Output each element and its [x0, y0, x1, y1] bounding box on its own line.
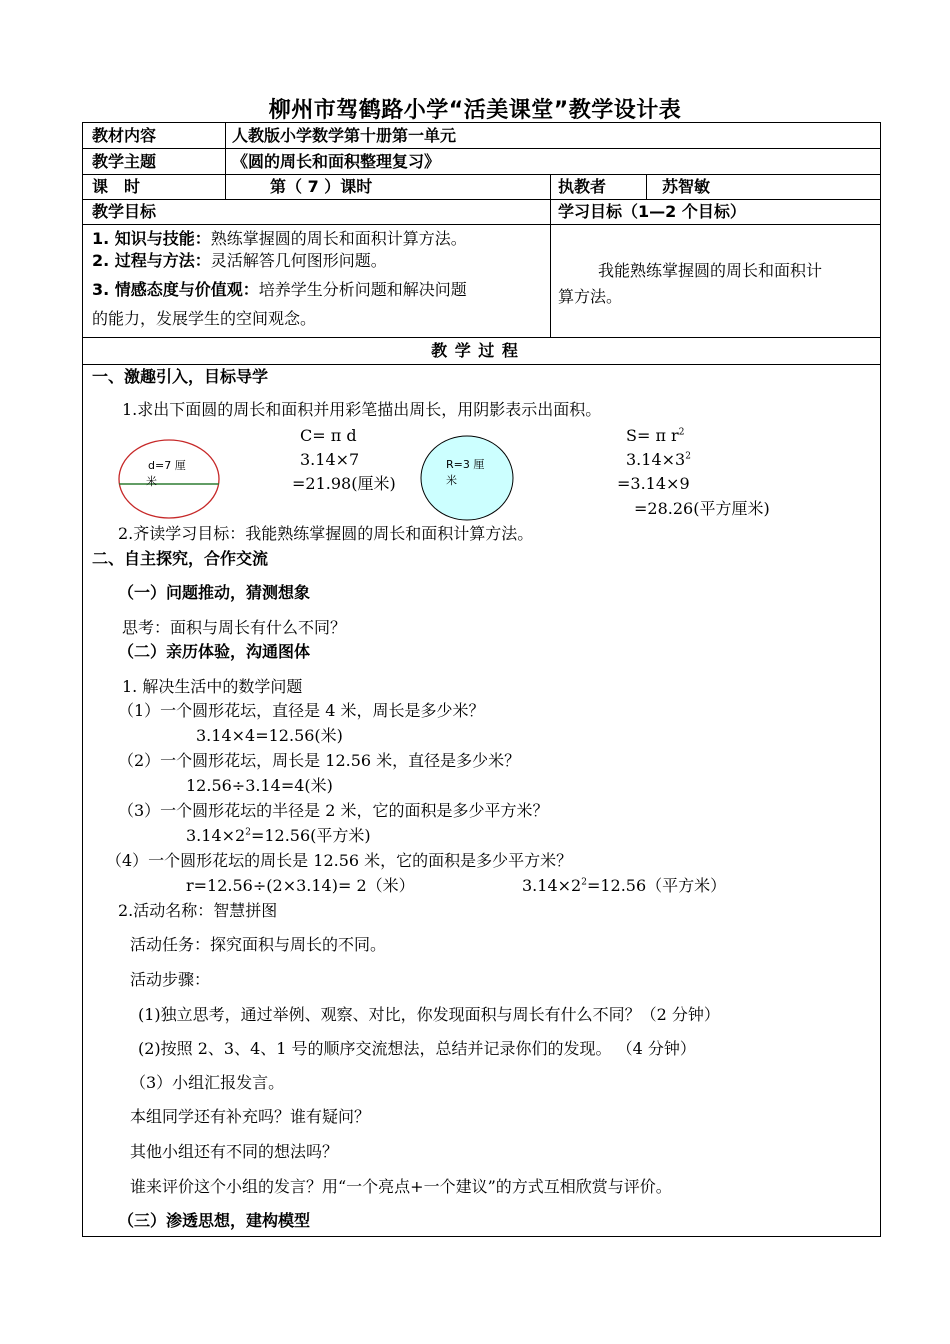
circle-1-label-b: 米: [146, 475, 157, 488]
problem-1c: （3）一个圆形花坛的半径是 2 米，它的面积是多少平方米？: [118, 801, 549, 820]
process-header: 教 学 过 程: [431, 341, 519, 360]
goals-label: 教学目标: [92, 202, 157, 221]
theme-label: 教学主题: [92, 152, 157, 171]
col-divider: [646, 174, 647, 199]
study-goal-line-1: 我能熟练掌握圆的周长和面积计: [598, 261, 823, 280]
problem-1d-answer-1: r=12.56÷(2×3.14)= 2（米）: [186, 876, 415, 895]
circumference-result: =21.98(厘米): [292, 474, 396, 493]
subsection-2-heading: （二）亲历体验，沟通图体: [118, 642, 311, 661]
problem-1c-exponent: 2: [245, 827, 251, 838]
lesson-value: 第（ 7 ）课时: [270, 177, 373, 196]
goal-3-label: 3. 情感态度与价值观：: [92, 280, 259, 299]
circle-1-label-a: d=7 厘: [148, 459, 186, 472]
subsection-1-heading: （一）问题推动，猜测想象: [118, 583, 311, 602]
area-formula-exponent: 2: [678, 427, 685, 438]
think-question: 思考：面积与周长有什么不同？: [122, 618, 347, 637]
problem-1b: （2）一个圆形花坛，周长是 12.56 米，直径是多少米？: [118, 751, 521, 770]
area-formula: [626, 426, 684, 446]
circle-radius-figure: [419, 434, 517, 522]
question-2: 2.齐读学习目标：我能熟练掌握圆的周长和面积计算方法。: [118, 524, 534, 543]
circle-2-label-a: R=3 厘: [446, 458, 485, 471]
goal-2-label: 2. 过程与方法：: [92, 251, 211, 270]
col-divider: [550, 174, 551, 337]
problem-1-title: 1. 解决生活中的数学问题: [122, 677, 303, 696]
area-formula-text: S= π r: [626, 426, 679, 445]
follow-up-1: 本组同学还有补充吗？谁有疑问？: [130, 1107, 371, 1126]
circumference-step: 3.14×7: [300, 450, 360, 469]
col-divider: [225, 122, 226, 199]
goal-1-text: 熟练掌握圆的周长和面积计算方法。: [210, 229, 467, 248]
problem-1c-answer: [186, 826, 371, 846]
area-step-1-exponent: 2: [685, 451, 691, 462]
goal-2-text: 灵活解答几何图形问题。: [210, 251, 387, 270]
problem-1d-answer-2a: 3.14×2: [522, 876, 582, 895]
row-divider: [82, 337, 881, 338]
follow-up-2: 其他小组还有不同的想法吗？: [130, 1142, 339, 1161]
section-1-heading: 一、激趣引入，目标导学: [92, 367, 269, 386]
row-divider: [82, 364, 881, 365]
problem-1c-answer-b: =12.56(平方米): [250, 826, 371, 845]
area-result: =28.26(平方厘米): [634, 499, 770, 518]
activity-name: 2.活动名称：智慧拼图: [118, 901, 278, 920]
follow-up-3: 谁来评价这个小组的发言？用“一个亮点+一个建议”的方式互相欣赏与评价。: [130, 1177, 672, 1196]
subsection-3-heading: （三）渗透思想，建构模型: [118, 1211, 311, 1230]
problem-1d: （4）一个圆形花坛的周长是 12.56 米，它的面积是多少平方米？: [106, 851, 573, 870]
problem-1d-exponent: 2: [581, 877, 587, 888]
theme-value: 《圆的周长和面积整理复习》: [232, 152, 441, 171]
row-divider: [82, 148, 881, 149]
material-label: 教材内容: [92, 126, 157, 145]
goal-2: [92, 251, 387, 271]
problem-1a: （1）一个圆形花坛，直径是 4 米，周长是多少米？: [118, 701, 485, 720]
circle-diameter-figure: [112, 436, 226, 522]
problem-1b-answer: 12.56÷3.14=4(米): [186, 776, 333, 795]
activity-steps-label: 活动步骤：: [130, 970, 211, 989]
circle-2-label-b: 米: [446, 474, 457, 487]
area-step-1-text: 3.14×3: [626, 450, 686, 469]
problem-1d-answer-2: [522, 876, 726, 896]
row-divider: [82, 224, 881, 225]
question-1: 1.求出下面圆的周长和面积并用彩笔描出周长，用阴影表示出面积。: [122, 400, 602, 419]
problem-1d-answer-2b: =12.56（平方米）: [586, 876, 727, 895]
study-goal-line-2: 算方法。: [558, 287, 623, 306]
material-value: 人教版小学数学第十册第一单元: [232, 126, 457, 145]
lesson-label: 课 时: [92, 177, 141, 196]
row-divider: [82, 174, 881, 175]
circle-diameter: [119, 440, 219, 518]
teacher-label: 执教者: [558, 177, 607, 196]
page-title: 柳州市驾鹤路小学“活美课堂”教学设计表: [268, 98, 682, 123]
activity-step-1: (1)独立思考，通过举例、观察、对比，你发现面积与周长有什么不同？（2 分钟）: [138, 1005, 720, 1024]
goal-3: [92, 280, 467, 300]
area-step-2: =3.14×9: [617, 474, 690, 493]
row-divider: [82, 199, 881, 200]
activity-step-2: (2)按照 2、3、4、1 号的顺序交流想法，总结并记录你们的发现。 （4 分钟）: [138, 1039, 696, 1058]
goal-3-continued: 的能力，发展学生的空间观念。: [92, 309, 317, 328]
circumference-formula: C= π d: [300, 426, 357, 445]
goal-3-text: 培养学生分析问题和解决问题: [258, 280, 467, 299]
circle-radius: [421, 436, 513, 520]
study-goals-label: 学习目标（1—2 个目标）: [558, 202, 746, 221]
teacher-value: 苏智敏: [662, 177, 711, 196]
activity-task: 活动任务：探究面积与周长的不同。: [130, 935, 387, 954]
activity-step-3: （3）小组汇报发言。: [130, 1073, 285, 1092]
goal-1-label: 1. 知识与技能：: [92, 229, 211, 248]
problem-1c-answer-a: 3.14×2: [186, 826, 246, 845]
section-2-heading: 二、自主探究，合作交流: [92, 549, 269, 568]
problem-1a-answer: 3.14×4=12.56(米): [196, 726, 343, 745]
area-step-1: [626, 450, 691, 470]
goal-1: [92, 229, 467, 249]
